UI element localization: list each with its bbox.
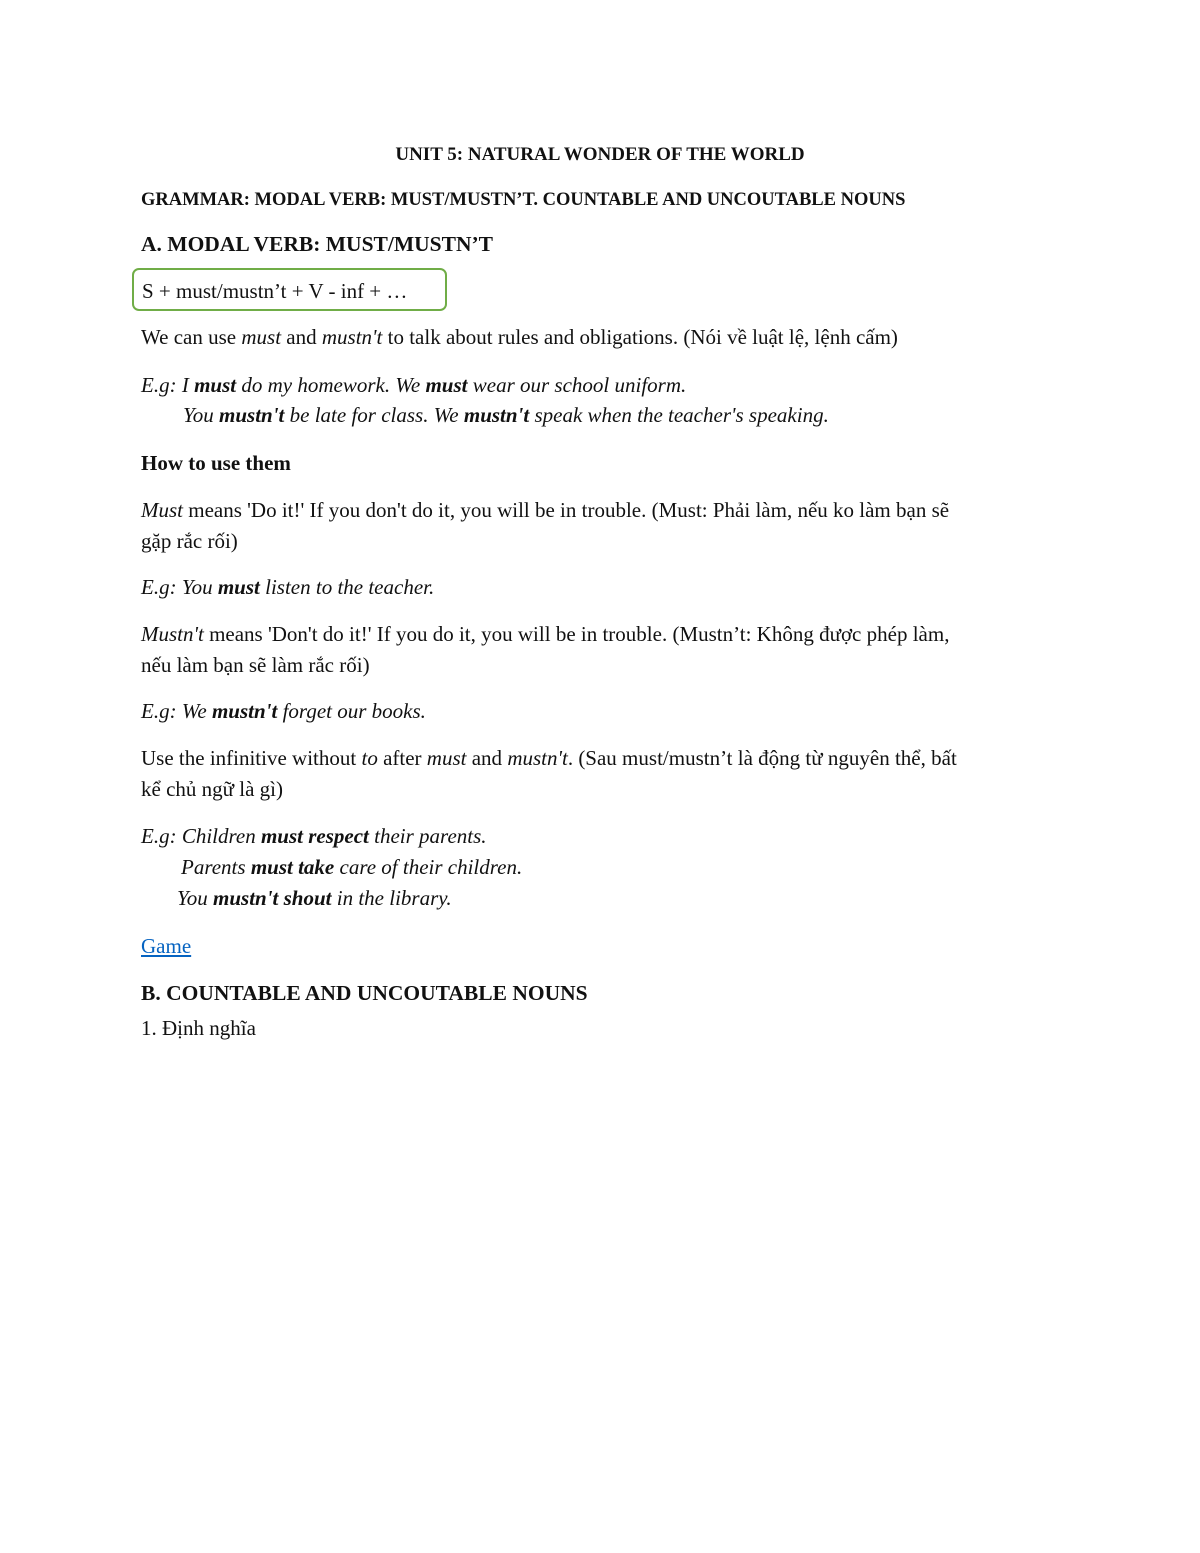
bold-must-take: must take [250, 855, 335, 879]
text-run: to talk about rules and obligations. (Nói về luật lệ, lệnh cấm) [382, 325, 898, 349]
example-4b [181, 854, 522, 880]
formula-text: S + must/mustn’t + V - inf + … [142, 279, 408, 303]
section-b-item-1: 1. Định nghĩa [141, 1016, 256, 1040]
example-3 [141, 698, 426, 724]
text-run: E.g: I [141, 373, 195, 397]
text-run: We can use [141, 325, 242, 349]
italic-must: must [426, 746, 467, 770]
text-run: You [183, 403, 220, 427]
example-4 [141, 823, 487, 849]
example-1b [183, 402, 829, 428]
bold-must: must [425, 373, 468, 397]
must-definition-cont: gặp rắc rối) [141, 529, 238, 553]
grammar-heading: GRAMMAR: MODAL VERB: MUST/MUSTN’T. COUNTABLE AND UNCOUTABLE NOUNS [141, 190, 906, 210]
bold-mustnt: mustn't [463, 403, 530, 427]
infinitive-rule-cont: kể chủ ngữ là gì) [141, 777, 284, 801]
mustnt-definition [141, 621, 949, 647]
example-2 [141, 574, 434, 600]
text-run: be late for class. We [284, 403, 464, 427]
text-run: . (Sau must/mustn’t là động từ nguyên thể, bất [567, 746, 957, 770]
text-run: after [377, 746, 427, 770]
text-run: forget our books. [277, 699, 426, 723]
text-run: You [177, 886, 214, 910]
bold-mustnt-shout: mustn't shout [213, 886, 332, 910]
italic-must: must [241, 325, 282, 349]
italic-mustnt: mustn't [507, 746, 568, 770]
text-run: Use the infinitive without [141, 746, 362, 770]
bold-mustnt: mustn't [211, 699, 278, 723]
text-run: means 'Don't do it!' If you do it, you will be in trouble. (Mustn’t: Không được phép làm, [203, 622, 950, 646]
section-b-heading: B. COUNTABLE AND UNCOUTABLE NOUNS [141, 981, 588, 1005]
text-run: and [466, 746, 508, 770]
bold-must: must [217, 575, 260, 599]
section-a-heading: A. MODAL VERB: MUST/MUSTN’T [141, 232, 493, 256]
text-run: their parents. [368, 824, 487, 848]
example-1 [141, 372, 686, 398]
text-run: Parents [181, 855, 251, 879]
text-run: wear our school uniform. [467, 373, 687, 397]
bold-mustnt: mustn't [219, 403, 285, 427]
text-run: E.g: We [141, 699, 212, 723]
text-run: E.g: You [141, 575, 218, 599]
bold-must-respect: must respect [260, 824, 369, 848]
infinitive-rule [141, 745, 957, 771]
text-run: and [281, 325, 322, 349]
text-run: care of their children. [334, 855, 523, 879]
italic-mustnt: Mustn't [141, 622, 204, 646]
text-run: means 'Do it!' If you don't do it, you will be in trouble. (Must: Phải làm, nếu ko làm bạn sẽ [183, 498, 950, 522]
text-run: E.g: Children [141, 824, 261, 848]
intro-paragraph [141, 324, 898, 350]
game-link[interactable]: Game [141, 934, 192, 958]
text-run: speak when the teacher's speaking. [529, 403, 829, 427]
bold-must: must [194, 373, 237, 397]
text-run: in the library. [331, 886, 452, 910]
how-to-use-heading: How to use them [141, 451, 291, 475]
page-title: UNIT 5: NATURAL WONDER OF THE WORLD [395, 144, 805, 165]
italic-must: Must [141, 498, 183, 522]
italic-mustnt: mustn't [321, 325, 383, 349]
text-run: listen to the teacher. [259, 575, 435, 599]
must-definition [141, 497, 949, 523]
example-4c [177, 885, 452, 911]
text-run: do my homework. We [236, 373, 426, 397]
mustnt-definition-cont: nếu làm bạn sẽ làm rắc rối) [141, 653, 370, 677]
italic-to: to [361, 746, 378, 770]
